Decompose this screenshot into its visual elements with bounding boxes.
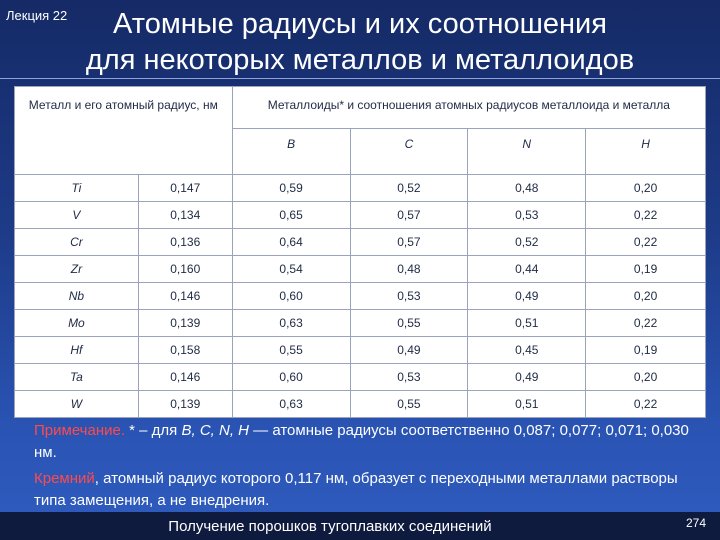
cell-h: 0,22 [586,310,706,337]
cell-radius: 0,158 [138,337,232,364]
header-metalloid-b: B [232,129,350,175]
title-line-1: Атомные радиусы и их соотношения [113,8,607,40]
table-body [15,87,706,418]
cell-c: 0,52 [350,175,468,202]
cell-n: 0,49 [468,364,586,391]
radius-table [14,86,706,418]
cell-c: 0,57 [350,229,468,256]
header-metal-radius: Металл и его атомный радиус, нм [15,87,233,175]
note-label: Примечание. [34,422,125,439]
cell-b: 0,54 [232,256,350,283]
table-row [15,175,706,202]
cell-n: 0,51 [468,310,586,337]
cell-b: 0,55 [232,337,350,364]
header-metalloid-n: N [468,129,586,175]
cell-b: 0,60 [232,283,350,310]
slide-title [0,6,720,78]
cell-metal: Mo [15,310,139,337]
footer-bar [0,512,720,540]
cell-n: 0,52 [468,229,586,256]
cell-radius: 0,136 [138,229,232,256]
page-number: 274 [685,516,706,530]
header-metalloid-c: C [350,129,468,175]
cell-radius: 0,134 [138,202,232,229]
cell-b: 0,60 [232,364,350,391]
table-row [15,337,706,364]
cell-c: 0,48 [350,256,468,283]
header-metalloid-h: H [586,129,706,175]
cell-h: 0,22 [586,391,706,418]
cell-metal: Ti [15,175,139,202]
silicon-label: Кремний [34,470,95,487]
note-star-text: * – для [125,422,182,439]
cell-n: 0,49 [468,283,586,310]
note-paragraph [34,420,694,464]
table-row [15,310,706,337]
cell-c: 0,53 [350,283,468,310]
cell-h: 0,20 [586,364,706,391]
cell-metal: V [15,202,139,229]
cell-h: 0,19 [586,256,706,283]
table-row [15,256,706,283]
cell-radius: 0,146 [138,283,232,310]
note-elements: B, C, N, H [181,422,249,439]
cell-radius: 0,146 [138,364,232,391]
cell-b: 0,63 [232,391,350,418]
cell-metal: Cr [15,229,139,256]
cell-metal: Zr [15,256,139,283]
table-row [15,283,706,310]
cell-b: 0,64 [232,229,350,256]
cell-c: 0,55 [350,391,468,418]
cell-c: 0,53 [350,364,468,391]
footer-course-title: Получение порошков тугоплавких соединений [168,518,492,535]
silicon-paragraph [34,468,694,512]
title-line-2: для некоторых металлов и металлоидов [85,44,635,76]
cell-h: 0,20 [586,175,706,202]
cell-b: 0,63 [232,310,350,337]
cell-c: 0,49 [350,337,468,364]
cell-radius: 0,139 [138,310,232,337]
cell-metal: Hf [15,337,139,364]
cell-radius: 0,139 [138,391,232,418]
cell-n: 0,48 [468,175,586,202]
table-row [15,229,706,256]
cell-b: 0,59 [232,175,350,202]
cell-n: 0,45 [468,337,586,364]
header-metalloid-ratio: Металлоиды* и соотношения атомных радиусов металлоида и металла [232,87,705,129]
cell-h: 0,19 [586,337,706,364]
cell-c: 0,57 [350,202,468,229]
cell-n: 0,51 [468,391,586,418]
cell-n: 0,53 [468,202,586,229]
cell-b: 0,65 [232,202,350,229]
title-divider [0,78,720,79]
cell-h: 0,22 [586,202,706,229]
table-header-row [15,87,706,129]
cell-h: 0,20 [586,283,706,310]
cell-radius: 0,147 [138,175,232,202]
lecture-label: Лекция 22 [6,8,68,23]
cell-h: 0,22 [586,229,706,256]
note-rest-text: — атомные радиусы соответственно 0,087; 0,077; 0,071; 0,030 нм. [34,422,689,461]
cell-metal: Nb [15,283,139,310]
table-row [15,364,706,391]
cell-metal: W [15,391,139,418]
cell-radius: 0,160 [138,256,232,283]
table-row [15,391,706,418]
table-row [15,202,706,229]
radius-table-panel [14,86,706,418]
notes-block [34,420,694,516]
cell-metal: Ta [15,364,139,391]
cell-c: 0,55 [350,310,468,337]
cell-n: 0,44 [468,256,586,283]
silicon-rest-text: , атомный радиус которого 0,117 нм, образует с переходными металлами растворы типа замещения, а не внедрения. [34,470,678,509]
